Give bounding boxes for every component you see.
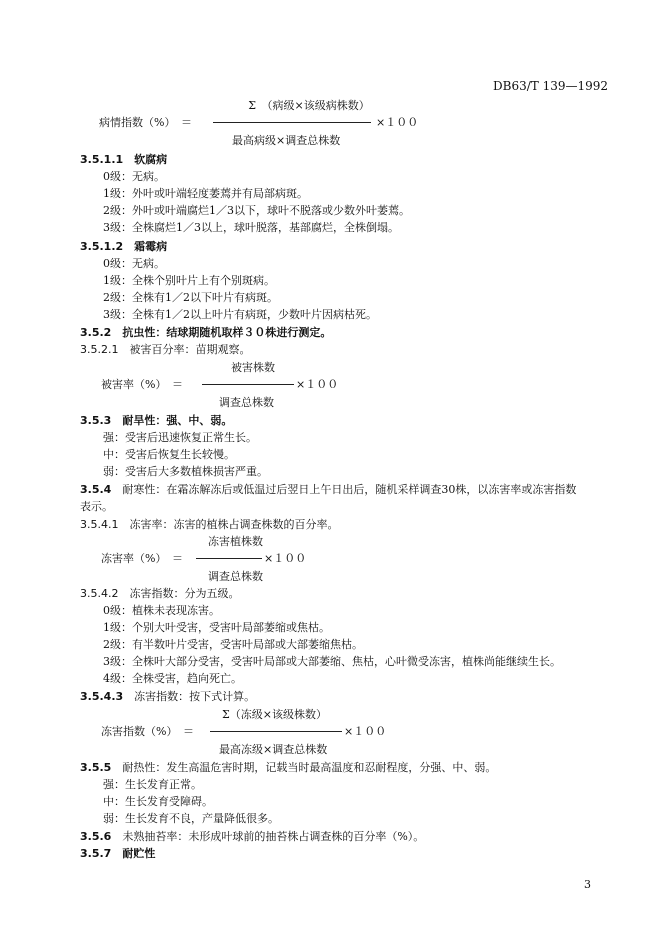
formula-label: 病情指数（%） ＝ bbox=[99, 116, 192, 129]
fraction-bar bbox=[213, 122, 371, 123]
list-item: 1级：个别大叶受害，受害叶局部萎缩或焦枯。 bbox=[103, 621, 330, 634]
formula-numerator: Σ （病级×该级病株数） bbox=[248, 99, 370, 112]
list-item: 强：受害后迅速恢复正常生长。 bbox=[103, 431, 257, 444]
formula-denominator: 最高病级×调查总株数 bbox=[232, 134, 341, 147]
section-3541: 3.5.4.1 冻害率：冻害的植株占调查株数的百分率。 bbox=[80, 518, 339, 531]
formula-label: 被害率（%） ＝ bbox=[101, 378, 183, 391]
formula-denominator: 最高冻级×调查总株数 bbox=[219, 743, 328, 756]
fraction-bar bbox=[196, 558, 262, 559]
section-heading-353: 3.5.3 耐旱性：强、中、弱。 bbox=[80, 414, 233, 427]
section-heading-352: 3.5.2 抗虫性：结球期随机取样３０株进行测定。 bbox=[80, 326, 332, 339]
list-item: 2级：外叶或叶端腐烂1／3以下，球叶不脱落或少数外叶萎蔫。 bbox=[103, 204, 410, 217]
fraction-bar bbox=[202, 384, 294, 385]
section-3521: 3.5.2.1 被害百分率：苗期观察。 bbox=[80, 343, 251, 356]
doc-code: DB63/T 139—1992 bbox=[493, 79, 609, 93]
formula-numerator: 被害株数 bbox=[231, 361, 275, 374]
section-355: 3.5.5 耐热性：发生高温危害时期，记载当时最高温度和忍耐程度，分强、中、弱。 bbox=[80, 761, 497, 774]
fraction-bar bbox=[210, 731, 342, 732]
list-item: 中：生长发育受障碍。 bbox=[103, 795, 213, 808]
list-item: 3级：全株叶大部分受害，受害叶局部或大部萎缩、焦枯，心叶微受冻害，植株尚能继续生长。 bbox=[103, 655, 561, 668]
formula-label: 冻害指数（%） ＝ bbox=[101, 725, 194, 738]
list-item: 4级：全株受害，趋向死亡。 bbox=[103, 672, 242, 685]
section-3542: 3.5.4.2 冻害指数：分为五级。 bbox=[80, 587, 240, 600]
section-3543: 3.5.4.3 冻害指数：按下式计算。 bbox=[80, 690, 256, 703]
section-heading-357: 3.5.7 耐贮性 bbox=[80, 847, 156, 860]
formula-label: 冻害率（%） ＝ bbox=[101, 552, 183, 565]
formula-numerator: 冻害植株数 bbox=[208, 535, 263, 548]
list-item: 3级：全株腐烂1／3以上，球叶脱落，基部腐烂，全株倒塌。 bbox=[103, 221, 399, 234]
list-item: 0级：无病。 bbox=[103, 170, 165, 183]
formula-denominator: 调查总株数 bbox=[219, 396, 274, 409]
list-item: 2级：有半数叶片受害，受害叶局部或大部萎缩焦枯。 bbox=[103, 638, 363, 651]
section-354-cont: 表示。 bbox=[80, 500, 113, 513]
list-item: 0级：植株未表现冻害。 bbox=[103, 604, 220, 617]
list-item: 弱：生长发育不良，产量降低很多。 bbox=[103, 812, 279, 825]
section-heading-3511: 3.5.1.1 软腐病 bbox=[80, 153, 168, 166]
list-item: 2级：全株有1／2以下叶片有病斑。 bbox=[103, 291, 278, 304]
list-item: 0级：无病。 bbox=[103, 257, 165, 270]
list-item: 中：受害后恢复生长较慢。 bbox=[103, 448, 235, 461]
formula-multiplier: ×１００ bbox=[296, 378, 339, 391]
formula-multiplier: ×１００ bbox=[376, 116, 419, 129]
section-356: 3.5.6 未熟抽苔率：未形成叶球前的抽苔株占调查株的百分率（%）。 bbox=[80, 830, 425, 843]
list-item: 强：生长发育正常。 bbox=[103, 778, 202, 791]
formula-denominator: 调查总株数 bbox=[208, 570, 263, 583]
list-item: 弱：受害后大多数植株损害严重。 bbox=[103, 465, 268, 478]
formula-multiplier: ×１００ bbox=[344, 725, 387, 738]
section-heading-3512: 3.5.1.2 霜霉病 bbox=[80, 240, 168, 253]
list-item: 3级：全株有1／2以上叶片有病斑，少数叶片因病枯死。 bbox=[103, 308, 377, 321]
formula-numerator: Σ（冻级×该级株数） bbox=[222, 708, 327, 721]
list-item: 1级：全株个别叶片上有个别斑病。 bbox=[103, 274, 275, 287]
section-354: 3.5.4 耐寒性：在霜冻解冻后或低温过后翌日上午日出后，随机采样调查30株，以冻害率或冻害指数 bbox=[80, 483, 577, 496]
formula-multiplier: ×１００ bbox=[264, 552, 307, 565]
page-number: 3 bbox=[584, 878, 591, 891]
list-item: 1级：外叶或叶端轻度萎蔫并有局部病斑。 bbox=[103, 187, 308, 200]
